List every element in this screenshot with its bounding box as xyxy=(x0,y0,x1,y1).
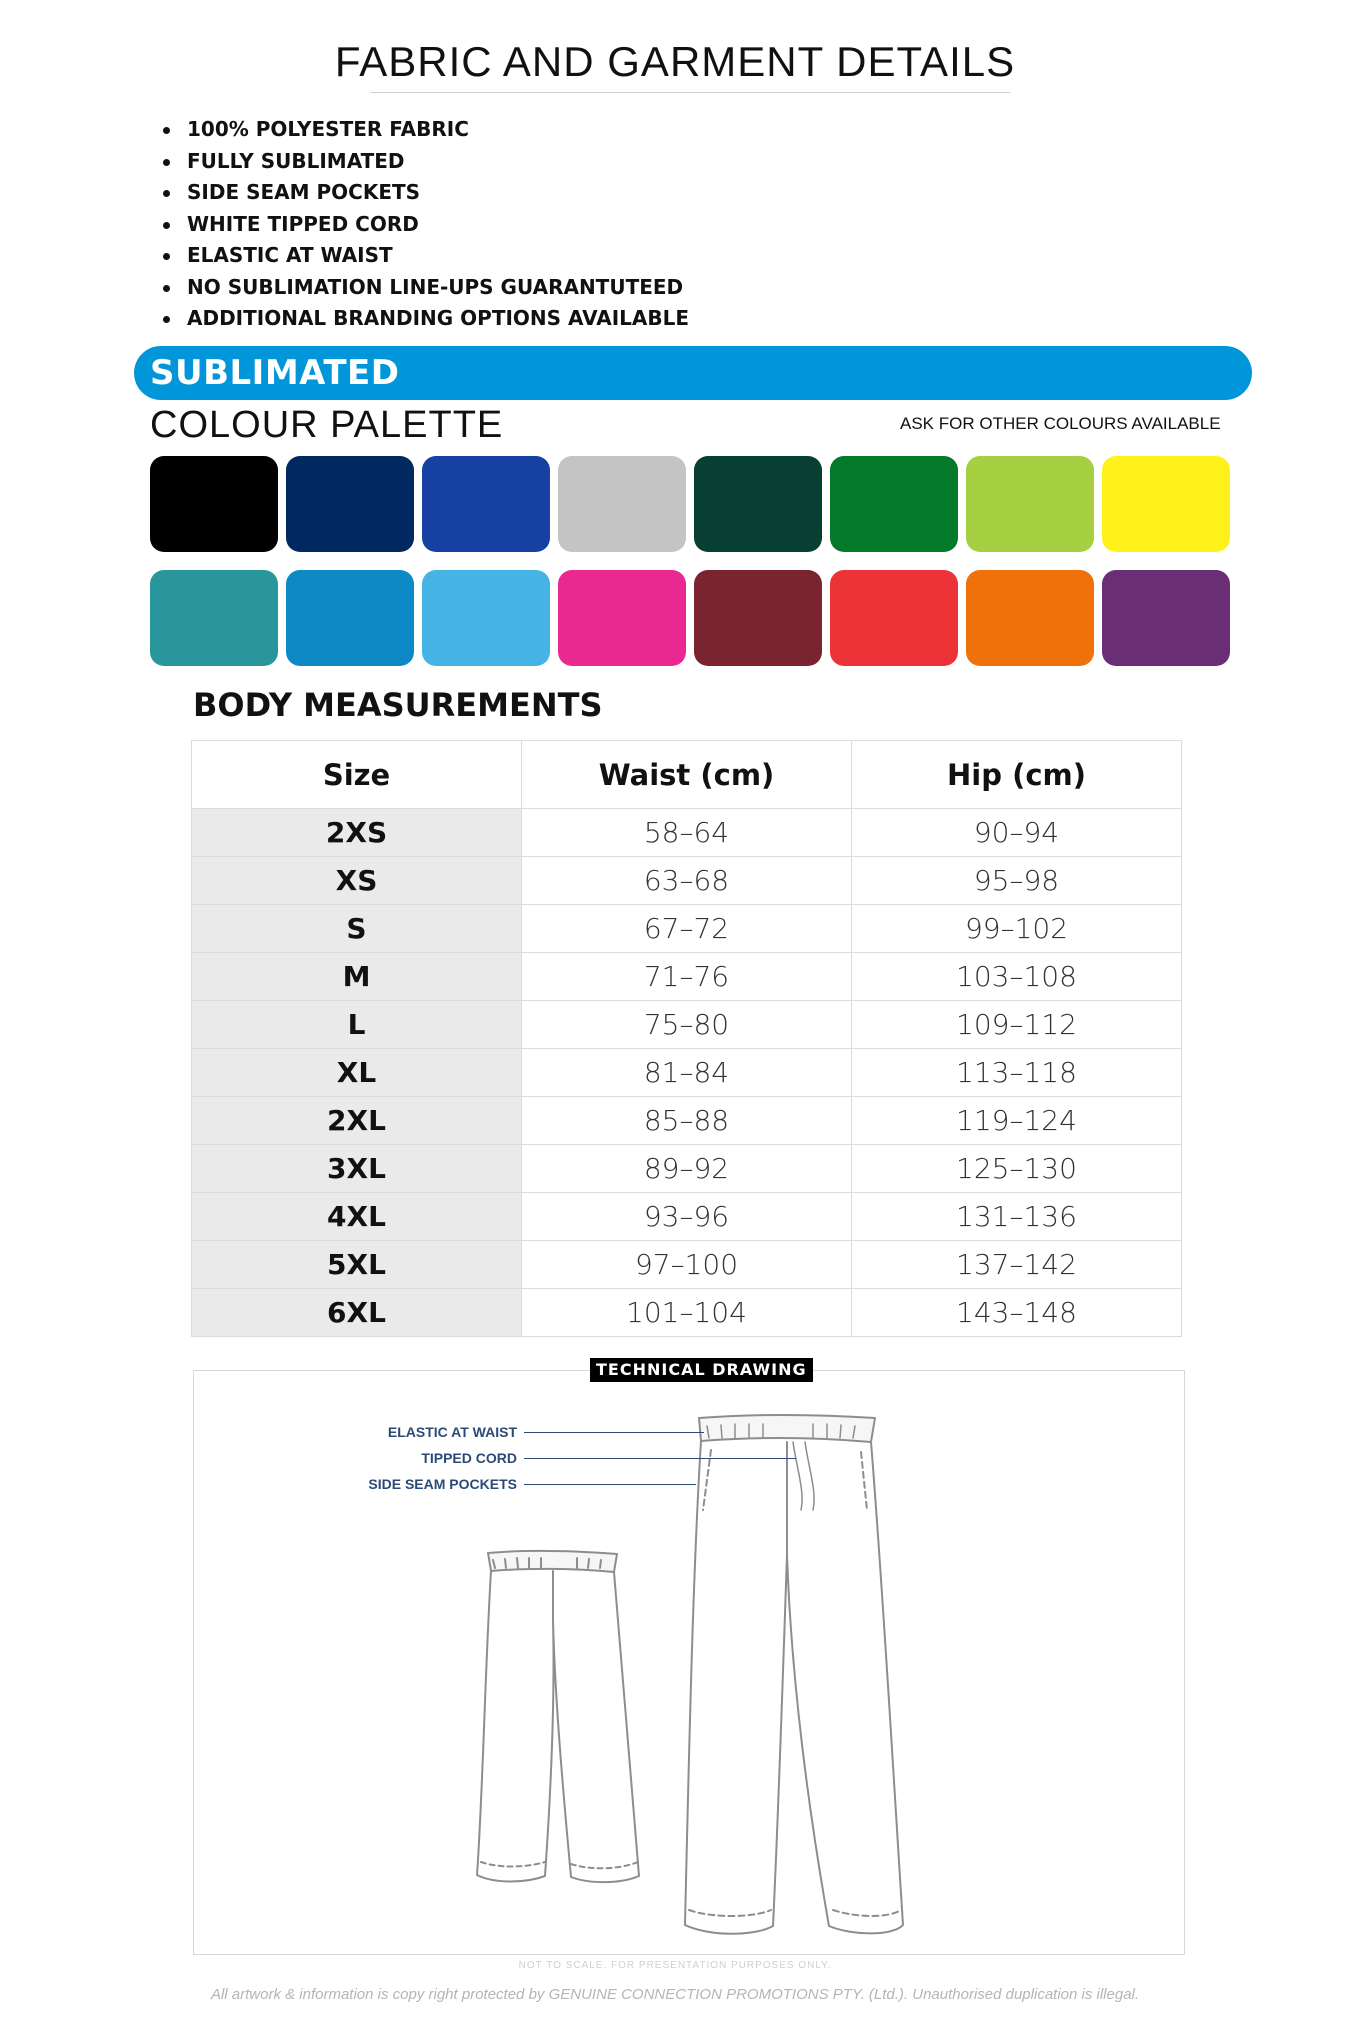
size-cell: 2XS xyxy=(192,809,522,857)
waist-cell: 58–64 xyxy=(522,809,852,857)
size-cell: 2XL xyxy=(192,1097,522,1145)
size-cell: L xyxy=(192,1001,522,1049)
colour-swatch[interactable] xyxy=(694,456,822,552)
feature-text: FULLY SUBLIMATED xyxy=(187,148,405,173)
colour-swatch[interactable] xyxy=(830,456,958,552)
callout-tipped-cord: TIPPED CORD xyxy=(421,1450,517,1466)
sublimated-banner xyxy=(134,346,1252,400)
colour-swatch[interactable] xyxy=(966,570,1094,666)
hip-cell: 113–118 xyxy=(852,1049,1182,1097)
palette-note: ASK FOR OTHER COLOURS AVAILABLE xyxy=(900,414,1221,433)
colour-swatch[interactable] xyxy=(1102,456,1230,552)
hip-cell: 95–98 xyxy=(852,857,1182,905)
callout-elastic-at-waist: ELASTIC AT WAIST xyxy=(387,1424,517,1440)
table-row xyxy=(192,905,1182,953)
feature-item xyxy=(160,209,689,241)
table-row xyxy=(192,1145,1182,1193)
hip-cell: 103–108 xyxy=(852,953,1182,1001)
feature-list xyxy=(160,114,689,335)
waist-cell: 71–76 xyxy=(522,953,852,1001)
banner-label: SUBLIMATED xyxy=(150,353,400,393)
waist-cell: 63–68 xyxy=(522,857,852,905)
colour-swatch[interactable] xyxy=(558,456,686,552)
hip-cell: 143–148 xyxy=(852,1289,1182,1337)
bullet-icon xyxy=(163,316,170,323)
technical-drawing-label: TECHNICAL DRAWING xyxy=(590,1358,813,1382)
size-cell: 6XL xyxy=(192,1289,522,1337)
feature-text: NO SUBLIMATION LINE-UPS GUARANTUTEED xyxy=(187,274,684,299)
bullet-icon xyxy=(163,253,170,260)
title-divider xyxy=(370,92,1010,93)
hip-cell: 119–124 xyxy=(852,1097,1182,1145)
hip-cell: 99–102 xyxy=(852,905,1182,953)
colour-swatch[interactable] xyxy=(966,456,1094,552)
waist-cell: 93–96 xyxy=(522,1193,852,1241)
feature-item xyxy=(160,177,689,209)
hip-cell: 137–142 xyxy=(852,1241,1182,1289)
callout-line xyxy=(524,1432,704,1433)
hip-cell: 131–136 xyxy=(852,1193,1182,1241)
table-row xyxy=(192,1049,1182,1097)
feature-text: ADDITIONAL BRANDING OPTIONS AVAILABLE xyxy=(187,306,690,330)
waist-cell: 97–100 xyxy=(522,1241,852,1289)
colour-swatch[interactable] xyxy=(286,570,414,666)
size-cell: M xyxy=(192,953,522,1001)
measurements-title: BODY MEASUREMENTS xyxy=(193,686,603,724)
callout-side-seam-pockets: SIDE SEAM POCKETS xyxy=(368,1476,517,1492)
colour-swatch[interactable] xyxy=(558,570,686,666)
colour-swatch[interactable] xyxy=(150,570,278,666)
hip-cell: 109–112 xyxy=(852,1001,1182,1049)
feature-item xyxy=(160,240,689,272)
feature-item xyxy=(160,146,689,178)
feature-text: WHITE TIPPED CORD xyxy=(187,211,419,236)
size-cell: XS xyxy=(192,857,522,905)
hip-cell: 90–94 xyxy=(852,809,1182,857)
column-header-hip: Hip (cm) xyxy=(852,741,1182,809)
waist-cell: 89–92 xyxy=(522,1145,852,1193)
pants-back-view xyxy=(477,1551,639,1882)
bullet-icon xyxy=(163,127,170,134)
colour-swatch[interactable] xyxy=(286,456,414,552)
table-row xyxy=(192,1001,1182,1049)
table-row xyxy=(192,1289,1182,1337)
measurements-table xyxy=(191,740,1182,1337)
bullet-icon xyxy=(163,190,170,197)
bullet-icon xyxy=(163,222,170,229)
table-row xyxy=(192,1193,1182,1241)
table-row xyxy=(192,953,1182,1001)
waist-cell: 85–88 xyxy=(522,1097,852,1145)
page-title: FABRIC AND GARMENT DETAILS xyxy=(334,38,1016,85)
colour-swatch[interactable] xyxy=(694,570,822,666)
size-cell: 3XL xyxy=(192,1145,522,1193)
hip-cell: 125–130 xyxy=(852,1145,1182,1193)
feature-item xyxy=(160,272,689,304)
callout-line xyxy=(524,1458,796,1459)
pants-front-view xyxy=(685,1415,903,1934)
waist-cell: 75–80 xyxy=(522,1001,852,1049)
palette-title: COLOUR PALETTE xyxy=(150,404,504,446)
feature-text: SIDE SEAM POCKETS xyxy=(187,180,421,204)
colour-swatch[interactable] xyxy=(830,570,958,666)
table-row xyxy=(192,809,1182,857)
callout-line xyxy=(524,1484,696,1485)
size-cell: S xyxy=(192,905,522,953)
waist-cell: 67–72 xyxy=(522,905,852,953)
column-header-waist: Waist (cm) xyxy=(522,741,852,809)
copyright-notice: All artwork & information is copy right protected by GENUINE CONNECTION PROMOTIONS PTY. (Ltd.). Unauthorised duplication is illegal. xyxy=(210,1986,1140,2003)
size-cell: 4XL xyxy=(192,1193,522,1241)
colour-swatch[interactable] xyxy=(422,570,550,666)
waist-cell: 81–84 xyxy=(522,1049,852,1097)
feature-item xyxy=(160,114,689,146)
column-header-size: Size xyxy=(192,741,522,809)
colour-swatch[interactable] xyxy=(150,456,278,552)
not-to-scale-note: NOT TO SCALE. FOR PRESENTATION PURPOSES ONLY. xyxy=(518,1960,832,1971)
colour-swatch[interactable] xyxy=(422,456,550,552)
size-cell: 5XL xyxy=(192,1241,522,1289)
table-header-row xyxy=(192,741,1182,809)
feature-item xyxy=(160,303,689,335)
waist-cell: 101–104 xyxy=(522,1289,852,1337)
bullet-icon xyxy=(163,159,170,166)
table-row xyxy=(192,857,1182,905)
bullet-icon xyxy=(163,285,170,292)
table-row xyxy=(192,1097,1182,1145)
table-row xyxy=(192,1241,1182,1289)
feature-text: 100% POLYESTER FABRIC xyxy=(187,117,469,141)
size-cell: XL xyxy=(192,1049,522,1097)
colour-swatch[interactable] xyxy=(1102,570,1230,666)
feature-text: ELASTIC AT WAIST xyxy=(187,243,393,267)
colour-swatch-grid xyxy=(150,456,1234,666)
